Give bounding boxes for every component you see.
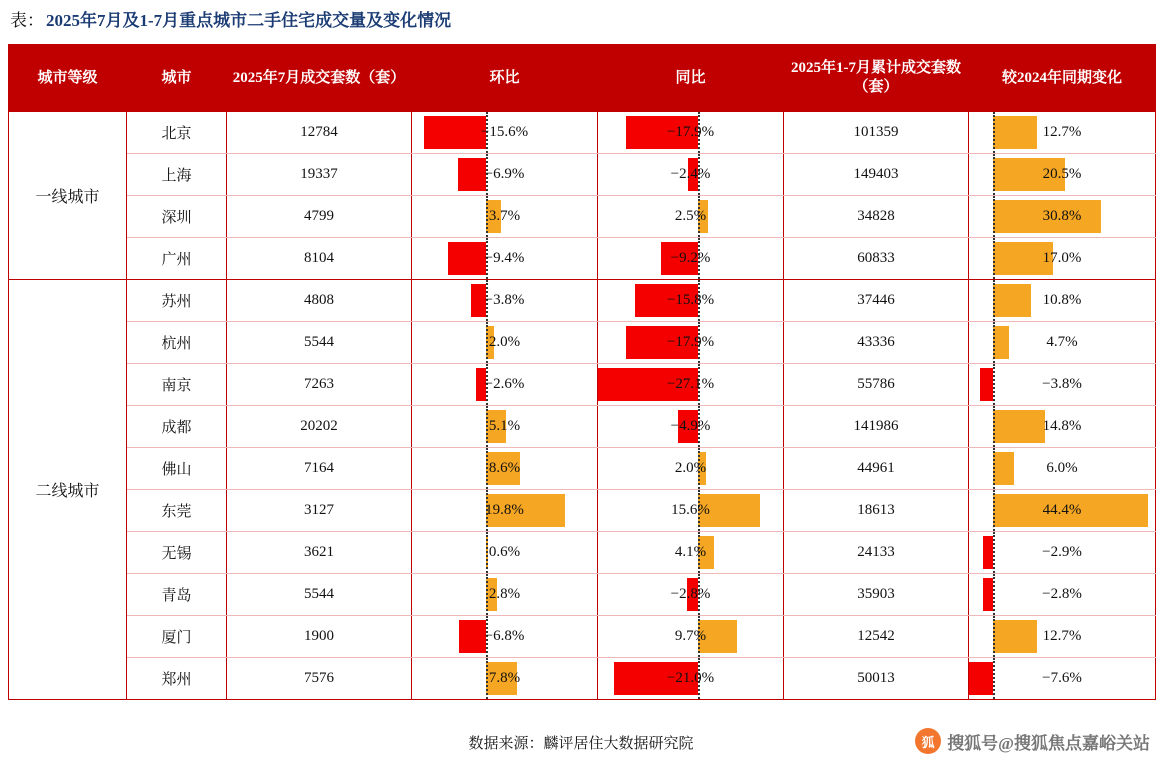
table-row — [9, 322, 1156, 364]
july-volume-cell: 5544 — [227, 574, 412, 616]
chg-cell — [969, 406, 1156, 448]
table-row — [9, 364, 1156, 406]
table-row — [9, 154, 1156, 196]
chg-value-label: 30.8% — [1042, 208, 1082, 224]
chg-value-label: 20.5% — [1042, 166, 1082, 182]
chg-barwrap — [969, 112, 1155, 153]
mom-value-label: 2.8% — [488, 586, 521, 602]
yoy-barwrap — [598, 406, 783, 447]
yoy-cell — [598, 658, 784, 700]
chg-barwrap — [969, 154, 1155, 195]
yoy-barwrap — [598, 196, 783, 237]
chg-value-label: −2.8% — [1042, 586, 1082, 602]
mom-barwrap — [412, 532, 597, 573]
watermark — [915, 728, 1150, 754]
chg-cell — [969, 448, 1156, 490]
table-row — [9, 112, 1156, 154]
yoy-barwrap — [598, 658, 783, 699]
mom-value-label: 3.7% — [488, 208, 521, 224]
mom-barwrap — [412, 196, 597, 237]
mom-barwrap — [412, 490, 597, 531]
table-row — [9, 574, 1156, 616]
table-row — [9, 280, 1156, 322]
mom-value-label: 8.6% — [488, 460, 521, 476]
cumulative-volume-cell: 34828 — [784, 196, 969, 238]
yoy-value-label: −17.9% — [666, 334, 715, 350]
mom-barwrap — [412, 574, 597, 615]
cumulative-volume-cell: 12542 — [784, 616, 969, 658]
mom-value-label: −2.6% — [484, 376, 525, 392]
mom-barwrap — [412, 406, 597, 447]
july-volume-cell: 4808 — [227, 280, 412, 322]
column-header-tier: 城市等级 — [9, 45, 127, 112]
city-name-cell: 厦门 — [127, 616, 227, 658]
yoy-barwrap — [598, 490, 783, 531]
source-note: 数据来源：麟评居住大数据研究院 — [468, 736, 694, 752]
city-name-cell: 广州 — [127, 238, 227, 280]
table-row — [9, 532, 1156, 574]
mom-cell — [412, 280, 598, 322]
july-volume-cell: 3621 — [227, 532, 412, 574]
chg-value-label: −7.6% — [1042, 670, 1082, 686]
yoy-cell — [598, 574, 784, 616]
city-name-cell: 郑州 — [127, 658, 227, 700]
watermark-text: 搜狐号@搜狐焦点嘉峪关站 — [947, 733, 1150, 753]
chg-value-label: 4.7% — [1046, 334, 1078, 350]
chg-value-label: 12.7% — [1042, 124, 1082, 140]
chg-cell — [969, 574, 1156, 616]
cumulative-volume-cell: 35903 — [784, 574, 969, 616]
cumulative-volume-cell: 43336 — [784, 322, 969, 364]
yoy-value-label: −21.0% — [666, 670, 715, 686]
tier-label-cell: 二线城市 — [9, 280, 127, 700]
yoy-cell — [598, 112, 784, 154]
yoy-value-label: −17.9% — [666, 124, 715, 140]
sohu-logo-icon: 狐 — [915, 728, 941, 754]
chg-value-label: −3.8% — [1042, 376, 1082, 392]
mom-value-label: 0.6% — [488, 544, 521, 560]
mom-cell — [412, 196, 598, 238]
city-name-cell: 深圳 — [127, 196, 227, 238]
chg-barwrap — [969, 616, 1155, 657]
mom-barwrap — [412, 112, 597, 153]
yoy-value-label: 9.7% — [674, 628, 707, 644]
chg-barwrap — [969, 406, 1155, 447]
yoy-barwrap — [598, 532, 783, 573]
yoy-value-label: 4.1% — [674, 544, 707, 560]
yoy-value-label: 15.6% — [671, 502, 710, 518]
july-volume-cell: 12784 — [227, 112, 412, 154]
table-header-row — [9, 45, 1156, 112]
chg-barwrap — [969, 280, 1155, 321]
chg-cell — [969, 616, 1156, 658]
column-header-mom: 环比 — [412, 45, 598, 112]
chg-cell — [969, 658, 1156, 700]
chg-cell — [969, 490, 1156, 532]
chg-barwrap — [969, 574, 1155, 615]
yoy-barwrap — [598, 238, 783, 279]
yoy-barwrap — [598, 154, 783, 195]
yoy-cell — [598, 490, 784, 532]
chg-cell — [969, 532, 1156, 574]
column-header-yoy-cumulative: 较2024年同期变化 — [969, 45, 1156, 112]
cumulative-volume-cell: 44961 — [784, 448, 969, 490]
yoy-cell — [598, 280, 784, 322]
mom-cell — [412, 238, 598, 280]
table-row — [9, 448, 1156, 490]
july-volume-cell: 5544 — [227, 322, 412, 364]
mom-value-label: 7.8% — [488, 670, 521, 686]
july-volume-cell: 7164 — [227, 448, 412, 490]
chg-barwrap — [969, 364, 1155, 405]
mom-value-label: −3.8% — [484, 292, 525, 308]
july-volume-cell: 3127 — [227, 490, 412, 532]
chg-value-label: 12.7% — [1042, 628, 1082, 644]
mom-barwrap — [412, 322, 597, 363]
yoy-barwrap — [598, 280, 783, 321]
mom-value-label: −6.8% — [484, 628, 525, 644]
mom-barwrap — [412, 658, 597, 699]
chg-value-label: −2.9% — [1042, 544, 1082, 560]
yoy-cell — [598, 532, 784, 574]
table-row — [9, 238, 1156, 280]
column-header-city: 城市 — [127, 45, 227, 112]
mom-value-label: 19.8% — [485, 502, 524, 518]
mom-cell — [412, 322, 598, 364]
yoy-barwrap — [598, 112, 783, 153]
chg-value-label: 6.0% — [1046, 460, 1078, 476]
chg-value-label: 44.4% — [1042, 502, 1082, 518]
mom-cell — [412, 448, 598, 490]
mom-cell — [412, 574, 598, 616]
chg-barwrap — [969, 196, 1155, 237]
table-row — [9, 406, 1156, 448]
mom-cell — [412, 616, 598, 658]
mom-value-label: 2.0% — [488, 334, 521, 350]
figure-title — [0, 0, 1162, 36]
table-row — [9, 658, 1156, 700]
city-name-cell: 南京 — [127, 364, 227, 406]
yoy-cell — [598, 406, 784, 448]
title-main: 2025年7月及1-7月重点城市二手住宅成交量及变化情况 — [46, 10, 452, 30]
chg-barwrap — [969, 532, 1155, 573]
yoy-value-label: −15.8% — [666, 292, 715, 308]
chg-value-label: 17.0% — [1042, 250, 1082, 266]
mom-cell — [412, 532, 598, 574]
yoy-value-label: 2.5% — [674, 208, 707, 224]
yoy-cell — [598, 448, 784, 490]
yoy-value-label: −2.4% — [670, 166, 711, 182]
yoy-barwrap — [598, 616, 783, 657]
city-name-cell: 成都 — [127, 406, 227, 448]
city-name-cell: 北京 — [127, 112, 227, 154]
mom-value-label: 5.1% — [488, 418, 521, 434]
yoy-cell — [598, 364, 784, 406]
yoy-barwrap — [598, 574, 783, 615]
cumulative-volume-cell: 55786 — [784, 364, 969, 406]
mom-value-label: −6.9% — [484, 166, 525, 182]
city-name-cell: 东莞 — [127, 490, 227, 532]
yoy-cell — [598, 196, 784, 238]
chg-barwrap — [969, 238, 1155, 279]
yoy-cell — [598, 154, 784, 196]
cumulative-volume-cell: 141986 — [784, 406, 969, 448]
july-volume-cell: 8104 — [227, 238, 412, 280]
table-row — [9, 196, 1156, 238]
chg-barwrap — [969, 322, 1155, 363]
yoy-value-label: 2.0% — [674, 460, 707, 476]
july-volume-cell: 4799 — [227, 196, 412, 238]
city-name-cell: 苏州 — [127, 280, 227, 322]
city-name-cell: 杭州 — [127, 322, 227, 364]
mom-value-label: −9.4% — [484, 250, 525, 266]
chg-cell — [969, 154, 1156, 196]
column-header-yoy: 同比 — [598, 45, 784, 112]
mom-cell — [412, 154, 598, 196]
chg-barwrap — [969, 448, 1155, 489]
chg-value-label: 14.8% — [1042, 418, 1082, 434]
table-row — [9, 616, 1156, 658]
cumulative-volume-cell: 37446 — [784, 280, 969, 322]
july-volume-cell: 19337 — [227, 154, 412, 196]
city-name-cell: 青岛 — [127, 574, 227, 616]
chg-barwrap — [969, 658, 1155, 699]
chg-cell — [969, 238, 1156, 280]
cumulative-volume-cell: 50013 — [784, 658, 969, 700]
mom-value-label: −15.6% — [480, 124, 529, 140]
data-table — [8, 44, 1156, 700]
title-prefix: 表： — [10, 10, 44, 30]
cumulative-volume-cell: 101359 — [784, 112, 969, 154]
mom-barwrap — [412, 448, 597, 489]
chg-cell — [969, 112, 1156, 154]
yoy-value-label: −2.8% — [670, 586, 711, 602]
mom-cell — [412, 490, 598, 532]
yoy-value-label: −9.2% — [670, 250, 711, 266]
cumulative-volume-cell: 60833 — [784, 238, 969, 280]
chg-cell — [969, 322, 1156, 364]
yoy-cell — [598, 322, 784, 364]
chg-cell — [969, 280, 1156, 322]
mom-barwrap — [412, 238, 597, 279]
table-row — [9, 490, 1156, 532]
yoy-value-label: −4.9% — [670, 418, 711, 434]
city-name-cell: 无锡 — [127, 532, 227, 574]
tier-label-cell: 一线城市 — [9, 112, 127, 280]
july-volume-cell: 1900 — [227, 616, 412, 658]
cumulative-volume-cell: 149403 — [784, 154, 969, 196]
mom-barwrap — [412, 280, 597, 321]
mom-cell — [412, 364, 598, 406]
mom-barwrap — [412, 364, 597, 405]
yoy-cell — [598, 238, 784, 280]
chg-barwrap — [969, 490, 1155, 531]
city-name-cell: 上海 — [127, 154, 227, 196]
mom-barwrap — [412, 154, 597, 195]
july-volume-cell: 7576 — [227, 658, 412, 700]
yoy-value-label: −27.1% — [666, 376, 715, 392]
table-body — [9, 112, 1156, 700]
chg-value-label: 10.8% — [1042, 292, 1082, 308]
yoy-cell — [598, 616, 784, 658]
chg-cell — [969, 196, 1156, 238]
mom-cell — [412, 658, 598, 700]
cumulative-volume-cell: 24133 — [784, 532, 969, 574]
column-header-cumulative: 2025年1-7月累计成交套数（套） — [784, 45, 969, 112]
mom-cell — [412, 406, 598, 448]
yoy-barwrap — [598, 364, 783, 405]
chg-cell — [969, 364, 1156, 406]
mom-barwrap — [412, 616, 597, 657]
mom-cell — [412, 112, 598, 154]
column-header-july-volume: 2025年7月成交套数（套） — [227, 45, 412, 112]
july-volume-cell: 20202 — [227, 406, 412, 448]
yoy-barwrap — [598, 322, 783, 363]
cumulative-volume-cell: 18613 — [784, 490, 969, 532]
july-volume-cell: 7263 — [227, 364, 412, 406]
city-name-cell: 佛山 — [127, 448, 227, 490]
yoy-barwrap — [598, 448, 783, 489]
